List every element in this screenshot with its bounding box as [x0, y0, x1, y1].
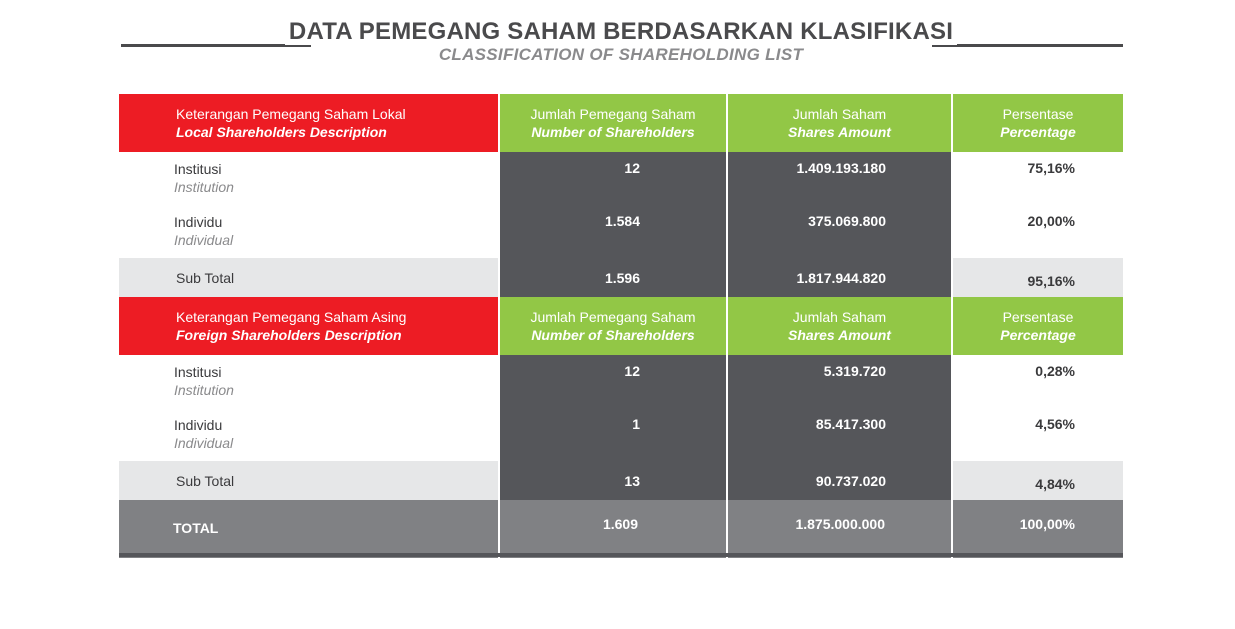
row-count: 12 [500, 152, 726, 205]
table-row [119, 205, 1123, 258]
row-shares: 85.417.300 [728, 408, 951, 461]
total-count: 1.609 [500, 500, 726, 558]
subtotal-shares: 90.737.020 [728, 461, 951, 500]
row-label: Individu Individual [174, 417, 234, 451]
table-row [119, 408, 1123, 461]
local-count-header: Jumlah Pemegang Saham Number of Shareholders [500, 94, 726, 152]
total-label: TOTAL [119, 500, 498, 558]
local-pct-header: Persentase Percentage [953, 94, 1123, 152]
row-shares: 5.319.720 [728, 355, 951, 408]
row-pct: 4,56% [1035, 416, 1075, 432]
subtotal-count: 1.596 [500, 258, 726, 297]
foreign-desc-header: Keterangan Pemegang Saham Asing Foreign Shareholders Description [119, 297, 498, 355]
total-shares: 1.875.000.000 [728, 500, 951, 558]
row-pct: 0,28% [1035, 363, 1075, 379]
row-count: 12 [500, 355, 726, 408]
subtotal-pct: 95,16% [953, 258, 1123, 297]
subtotal-label: Sub Total [119, 258, 498, 297]
table-row [119, 152, 1123, 205]
shareholding-table [119, 94, 1123, 558]
row-count: 1.584 [500, 205, 726, 258]
local-desc-header: Keterangan Pemegang Saham Lokal Local Shareholders Description [119, 94, 498, 152]
local-header-row [119, 94, 1123, 152]
page-title: DATA PEMEGANG SAHAM BERDASARKAN KLASIFIKASI [119, 18, 1123, 46]
total-row [119, 500, 1123, 558]
foreign-count-header: Jumlah Pemegang Saham Number of Shareholders [500, 297, 726, 355]
local-subtotal-row [119, 258, 1123, 297]
row-label: Institusi Institution [174, 161, 234, 195]
subtotal-pct: 4,84% [953, 461, 1123, 500]
subtotal-label: Sub Total [119, 461, 498, 500]
local-shares-header: Jumlah Saham Shares Amount [728, 94, 951, 152]
foreign-pct-header: Persentase Percentage [953, 297, 1123, 355]
row-pct: 20,00% [1027, 213, 1075, 229]
title-block [119, 18, 1123, 70]
row-count: 1 [500, 408, 726, 461]
row-shares: 1.409.193.180 [728, 152, 951, 205]
foreign-shares-header: Jumlah Saham Shares Amount [728, 297, 951, 355]
row-label: Institusi Institution [174, 364, 234, 398]
total-pct: 100,00% [953, 500, 1123, 558]
table-row [119, 355, 1123, 408]
page-subtitle: CLASSIFICATION OF SHAREHOLDING LIST [438, 45, 804, 64]
foreign-subtotal-row [119, 461, 1123, 500]
row-shares: 375.069.800 [728, 205, 951, 258]
subtotal-count: 13 [500, 461, 726, 500]
subtotal-shares: 1.817.944.820 [728, 258, 951, 297]
foreign-header-row [119, 297, 1123, 355]
row-pct: 75,16% [1027, 160, 1075, 176]
row-label: Individu Individual [174, 214, 234, 248]
bottom-rule [119, 553, 1123, 557]
